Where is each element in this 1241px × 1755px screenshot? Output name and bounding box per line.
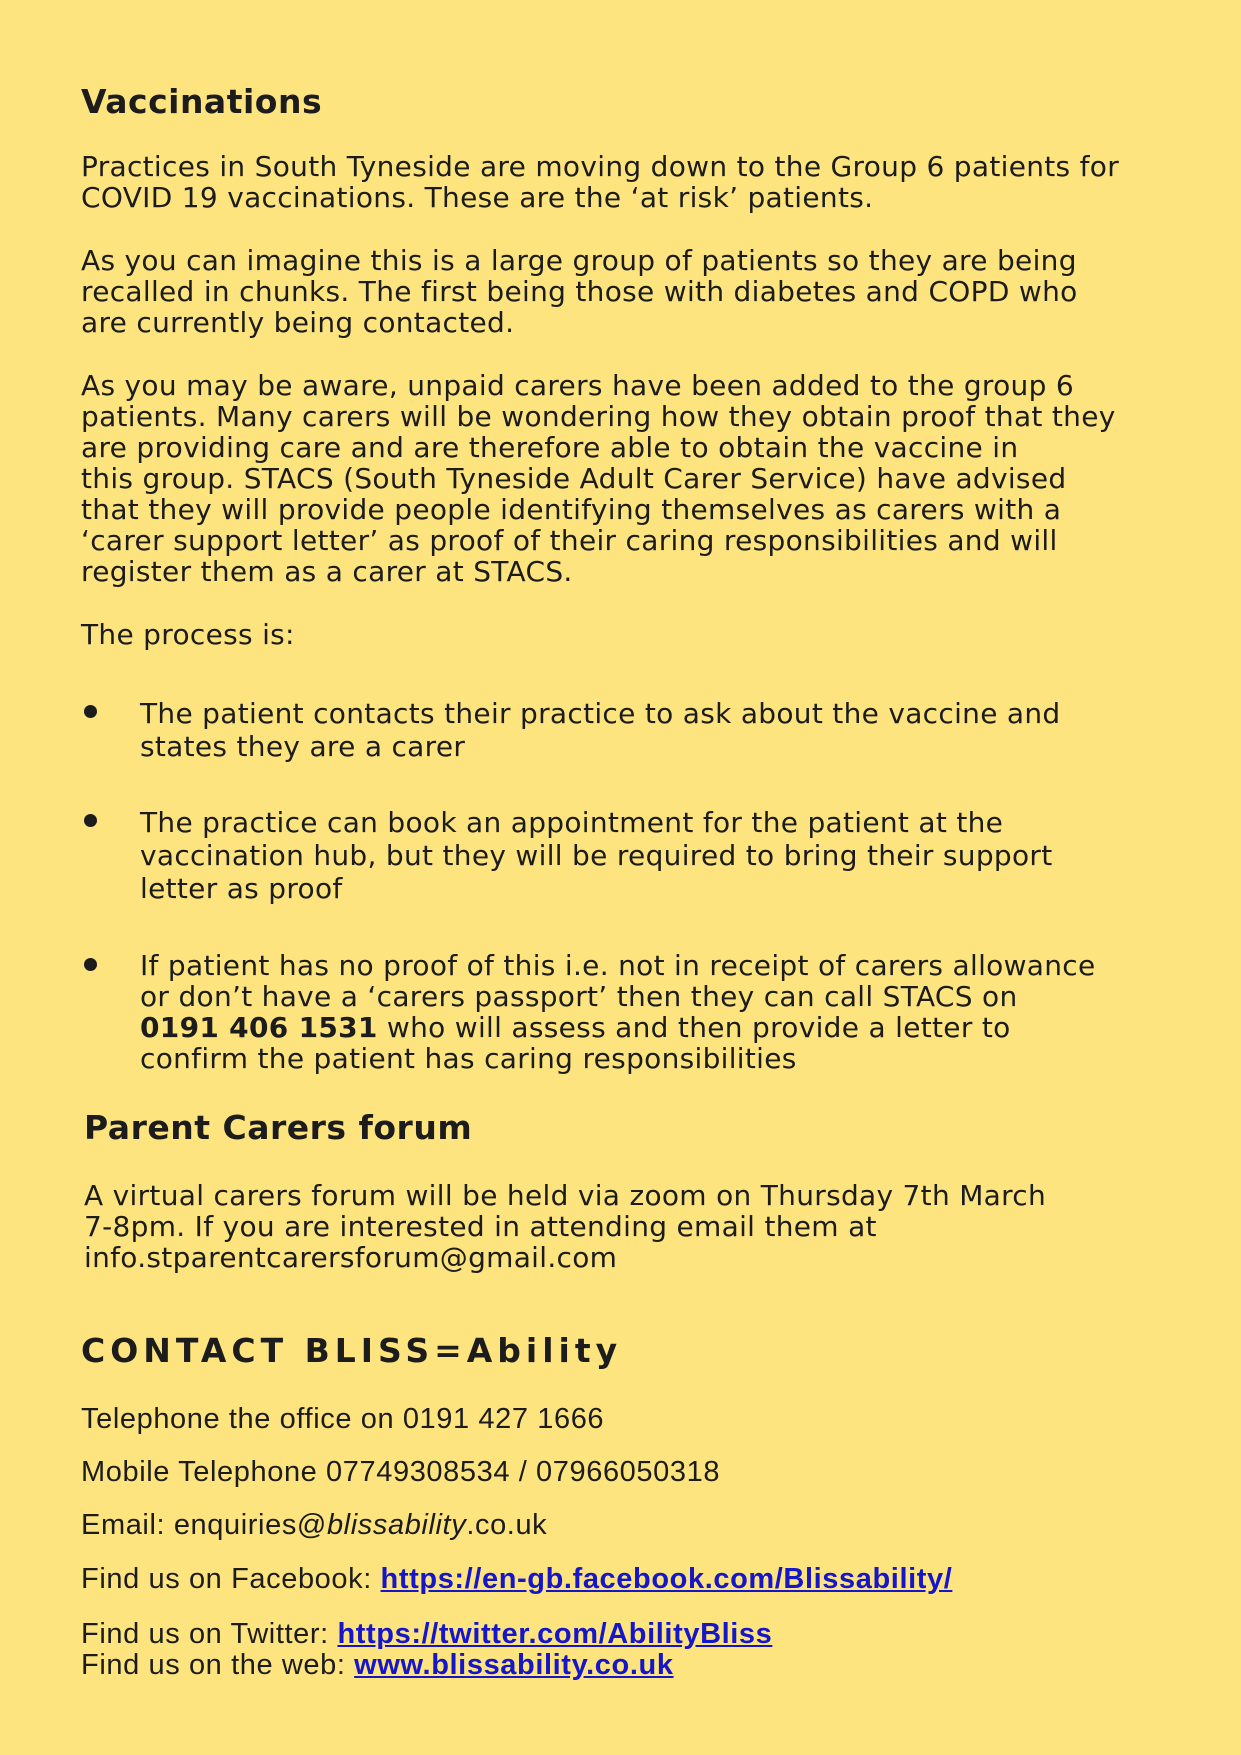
text-line: COVID 19 vaccinations. These are the ‘at risk’ patients. bbox=[81, 181, 874, 214]
facebook-link[interactable]: https://en-gb.facebook.com/Blissability/ bbox=[380, 1563, 953, 1595]
contact-heading: CONTACT BLISS=Ability bbox=[81, 1331, 623, 1370]
text-line: If patient has no proof of this i.e. not in receipt of carers allowance bbox=[140, 949, 1096, 982]
twitter-label: Find us on Twitter: bbox=[81, 1618, 338, 1650]
bullet-item-3 bbox=[140, 950, 1096, 1074]
text-line: recalled in chunks. The first being those with diabetes and COPD who bbox=[81, 275, 1078, 308]
forum-heading: Parent Carers forum bbox=[84, 1108, 473, 1147]
website-link[interactable]: www.blissability.co.uk bbox=[354, 1649, 674, 1681]
text-line: letter as proof bbox=[140, 872, 343, 905]
vaccinations-paragraph-3 bbox=[81, 370, 1116, 587]
contact-telephone: Telephone the office on 0191 427 1666 bbox=[81, 1403, 605, 1435]
text-line: states they are a carer bbox=[140, 730, 466, 763]
text-line: info.stparentcarersforum@gmail.com bbox=[84, 1241, 618, 1274]
text-fragment: blissability bbox=[326, 1509, 467, 1541]
facebook-label: Find us on Facebook: bbox=[81, 1563, 381, 1595]
web-label: Find us on the web: bbox=[81, 1649, 355, 1681]
text-line: that they will provide people identifying themselves as carers with a bbox=[81, 493, 1062, 526]
text-line: this group. STACS (South Tyneside Adult Carer Service) have advised bbox=[81, 462, 1067, 495]
bullet-icon bbox=[84, 705, 97, 718]
text-fragment: .co.uk bbox=[466, 1509, 548, 1541]
text-line bbox=[140, 1012, 1096, 1043]
text-line: As you may be aware, unpaid carers have been added to the group 6 bbox=[81, 369, 1074, 402]
contact-twitter bbox=[81, 1618, 772, 1651]
text-line: A virtual carers forum will be held via zoom on Thursday 7th March bbox=[84, 1179, 1047, 1212]
vaccinations-paragraph-1 bbox=[81, 151, 1119, 213]
text-line: or don’t have a ‘carers passport’ then they can call STACS on bbox=[140, 980, 1018, 1013]
contact-email bbox=[81, 1509, 547, 1542]
text-line: patients. Many carers will be wondering how they obtain proof that they bbox=[81, 400, 1116, 433]
text-fragment: who will assess and then provide a letter to bbox=[377, 1011, 1011, 1044]
stacs-phone-number: 0191 406 1531 bbox=[140, 1011, 378, 1044]
text-fragment: Email: enquiries@ bbox=[81, 1509, 327, 1541]
process-intro: The process is: bbox=[81, 618, 295, 651]
text-line: The patient contacts their practice to ask about the vaccine and bbox=[140, 697, 1061, 730]
vaccinations-heading: Vaccinations bbox=[81, 82, 323, 121]
text-line: are providing care and are therefore able to obtain the vaccine in bbox=[81, 431, 1019, 464]
text-line: 7-8pm. If you are interested in attending email them at bbox=[84, 1210, 877, 1243]
vaccinations-paragraph-2 bbox=[81, 245, 1078, 338]
twitter-link[interactable]: https://twitter.com/AbilityBliss bbox=[337, 1618, 773, 1650]
text-line: register them as a carer at STACS. bbox=[81, 555, 573, 588]
bullet-icon bbox=[84, 814, 97, 827]
bullet-item-2 bbox=[140, 806, 1053, 905]
contact-mobile: Mobile Telephone 07749308534 / 07966050318 bbox=[81, 1456, 721, 1488]
text-line: are currently being contacted. bbox=[81, 306, 515, 339]
contact-web bbox=[81, 1649, 674, 1682]
text-line: The practice can book an appointment for the patient at the bbox=[140, 806, 1004, 839]
bullet-item-1 bbox=[140, 697, 1061, 763]
bullet-icon bbox=[84, 958, 97, 971]
contact-facebook bbox=[81, 1563, 952, 1596]
text-line: ‘carer support letter’ as proof of their caring responsibilities and will bbox=[81, 524, 1058, 557]
text-line: As you can imagine this is a large group of patients so they are being bbox=[81, 244, 1077, 277]
text-line: confirm the patient has caring responsibilities bbox=[140, 1042, 797, 1075]
forum-paragraph bbox=[84, 1180, 1046, 1273]
text-line: Practices in South Tyneside are moving down to the Group 6 patients for bbox=[81, 150, 1120, 183]
text-line: vaccination hub, but they will be required to bring their support bbox=[140, 839, 1053, 872]
